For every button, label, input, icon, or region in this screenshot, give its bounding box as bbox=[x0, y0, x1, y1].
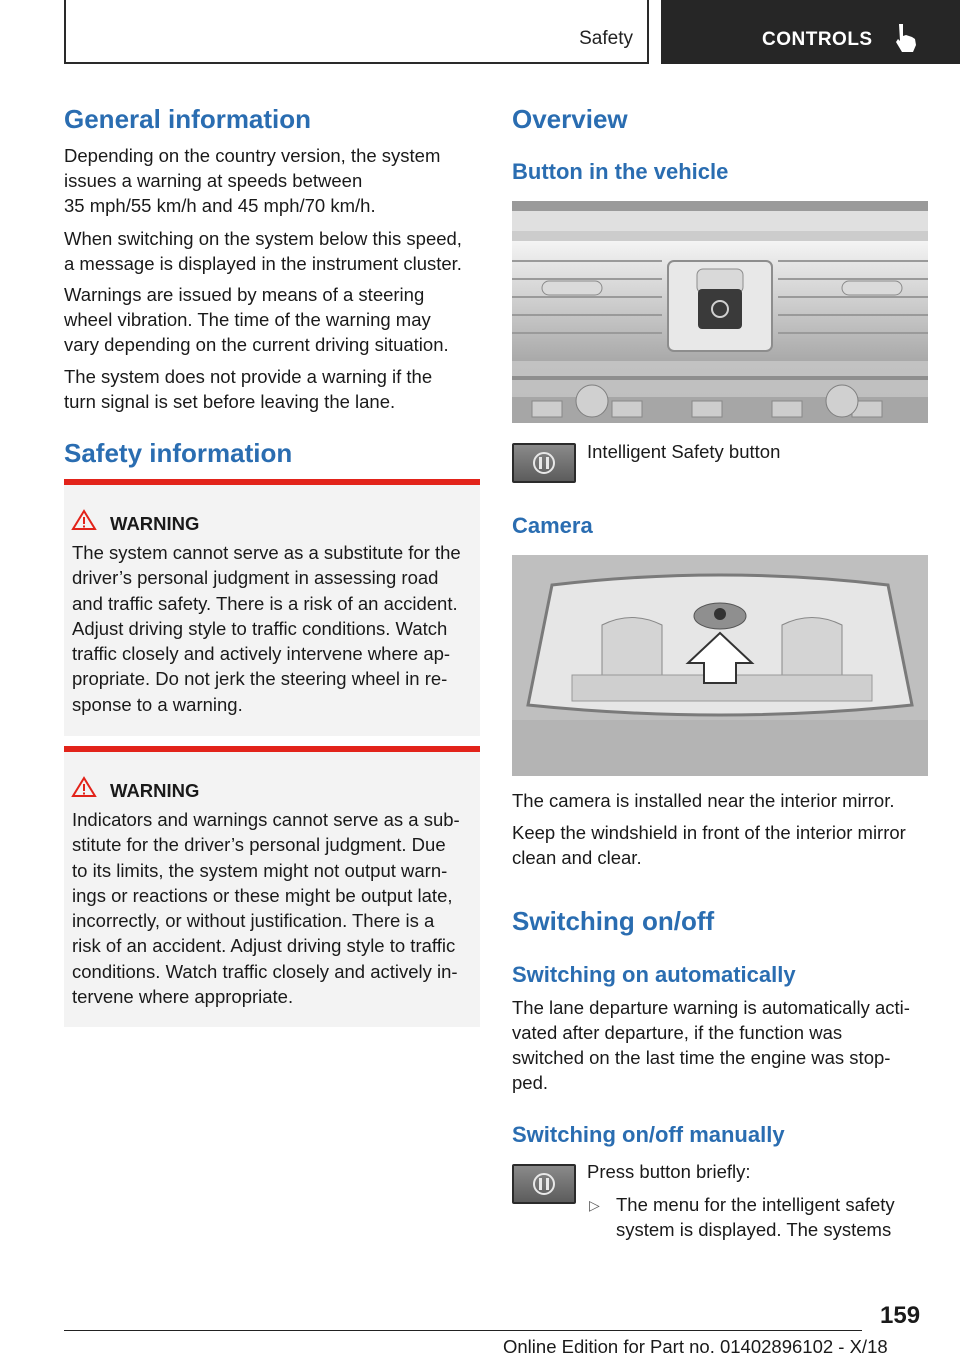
warning-text bbox=[72, 807, 460, 1009]
dashboard-button-photo bbox=[512, 201, 928, 423]
warning-box-1 bbox=[64, 479, 480, 736]
warning-text bbox=[72, 540, 461, 717]
safety-information-heading: Safety information bbox=[64, 438, 293, 468]
warning-box-2 bbox=[64, 746, 480, 1027]
text-line: incorrectly, or without justification. There is a bbox=[72, 910, 435, 932]
text-line: The lane departure warning is automatically acti‐ bbox=[512, 997, 910, 1018]
general-paragraph-1 bbox=[64, 143, 440, 218]
text-line: system is displayed. The systems bbox=[616, 1219, 892, 1240]
automatic-paragraph bbox=[512, 995, 910, 1095]
warning-title: WARNING bbox=[110, 780, 200, 801]
pointing-hand-icon bbox=[892, 22, 922, 54]
bullet-arrow-icon: ▷ bbox=[589, 1197, 600, 1213]
text-line: tervene where appropriate. bbox=[72, 986, 294, 1008]
text-line: Keep the windshield in front of the interior mirror bbox=[512, 822, 906, 843]
text-line: ped. bbox=[512, 1072, 549, 1093]
manual-intro-text: Press button briefly: bbox=[587, 1161, 751, 1182]
intelligent-safety-button-icon bbox=[512, 1164, 576, 1204]
text-line: risk of an accident. Adjust driving style to traffic bbox=[72, 935, 456, 957]
text-line: The system does not provide a warning if the bbox=[64, 366, 433, 387]
page-number: 159 bbox=[880, 1302, 921, 1329]
dashboard-illustration bbox=[512, 201, 928, 423]
intelligent-safety-button-caption: Intelligent Safety button bbox=[587, 441, 781, 462]
text-line: issues a warning at speeds between bbox=[64, 170, 363, 191]
camera-paragraph-2 bbox=[512, 820, 906, 870]
text-line: traffic closely and actively intervene where ap‐ bbox=[72, 643, 451, 665]
camera-heading: Camera bbox=[512, 513, 593, 538]
warning-triangle-icon bbox=[71, 776, 97, 798]
camera-location-photo bbox=[512, 555, 928, 776]
text-line: and traffic safety. There is a risk of an accident. bbox=[72, 592, 458, 614]
text-line: a message is displayed in the instrument cluster. bbox=[64, 253, 462, 274]
intelligent-safety-button-icon bbox=[512, 443, 576, 483]
text-line: The system cannot serve as a substitute for the bbox=[72, 542, 461, 563]
text-line: The menu for the intelligent safety bbox=[616, 1194, 895, 1215]
overview-heading: Overview bbox=[512, 104, 628, 134]
text-line: to its limits, the system might not output warn‐ bbox=[72, 859, 448, 881]
text-line: Adjust driving style to traffic conditions. Watch bbox=[72, 617, 448, 639]
text-line: propriate. Do not jerk the steering wheel in re‐ bbox=[72, 668, 448, 690]
general-paragraph-3 bbox=[64, 282, 449, 357]
text-line: driver’s personal judgment in assessing road bbox=[72, 567, 439, 589]
warning-title: WARNING bbox=[110, 513, 200, 534]
switching-manually-heading: Switching on/off manually bbox=[512, 1122, 785, 1147]
text-line: Depending on the country version, the system bbox=[64, 145, 441, 166]
text-line: 35 mph/55 km/h and 45 mph/70 km/h. bbox=[64, 195, 376, 216]
text-line: ings or reactions or these might be output late, bbox=[72, 884, 453, 906]
text-line: switched on the last time the engine was stop‐ bbox=[512, 1047, 891, 1068]
footer-edition-text: Online Edition for Part no. 01402896102 - X/18 bbox=[503, 1336, 888, 1357]
text-line: stitute for the driver’s personal judgment. Due bbox=[72, 834, 446, 856]
footer-divider bbox=[64, 1330, 862, 1331]
text-line: Indicators and warnings cannot serve as a sub‐ bbox=[72, 809, 460, 830]
general-paragraph-4 bbox=[64, 364, 432, 414]
text-line: vary depending on the current driving situation. bbox=[64, 334, 449, 355]
text-line: vated after departure, if the function was bbox=[512, 1022, 843, 1043]
general-paragraph-2 bbox=[64, 226, 462, 276]
text-line: sponse to a warning. bbox=[72, 693, 243, 715]
text-line: conditions. Watch traffic closely and actively in‐ bbox=[72, 960, 458, 982]
text-line: Warnings are issued by means of a steering bbox=[64, 284, 425, 305]
warning-triangle-icon bbox=[71, 509, 97, 531]
camera-illustration bbox=[512, 555, 928, 776]
text-line: turn signal is set before leaving the lane. bbox=[64, 391, 396, 412]
header-section-tab bbox=[64, 0, 649, 64]
bullet-item-text bbox=[616, 1192, 895, 1242]
button-in-vehicle-heading: Button in the vehicle bbox=[512, 159, 729, 184]
text-line: clean and clear. bbox=[512, 847, 642, 868]
switching-on-off-heading: Switching on/off bbox=[512, 906, 715, 936]
header-chapter-title: CONTROLS bbox=[762, 29, 873, 50]
header-chapter-tab bbox=[661, 0, 960, 64]
general-information-heading: General information bbox=[64, 104, 312, 134]
text-line: When switching on the system below this speed, bbox=[64, 228, 462, 249]
header-section-title: Safety bbox=[579, 28, 633, 49]
text-line: wheel vibration. The time of the warning may bbox=[64, 309, 431, 330]
switching-on-automatically-heading: Switching on automatically bbox=[512, 962, 796, 987]
camera-paragraph-1: The camera is installed near the interior mirror. bbox=[512, 790, 895, 811]
